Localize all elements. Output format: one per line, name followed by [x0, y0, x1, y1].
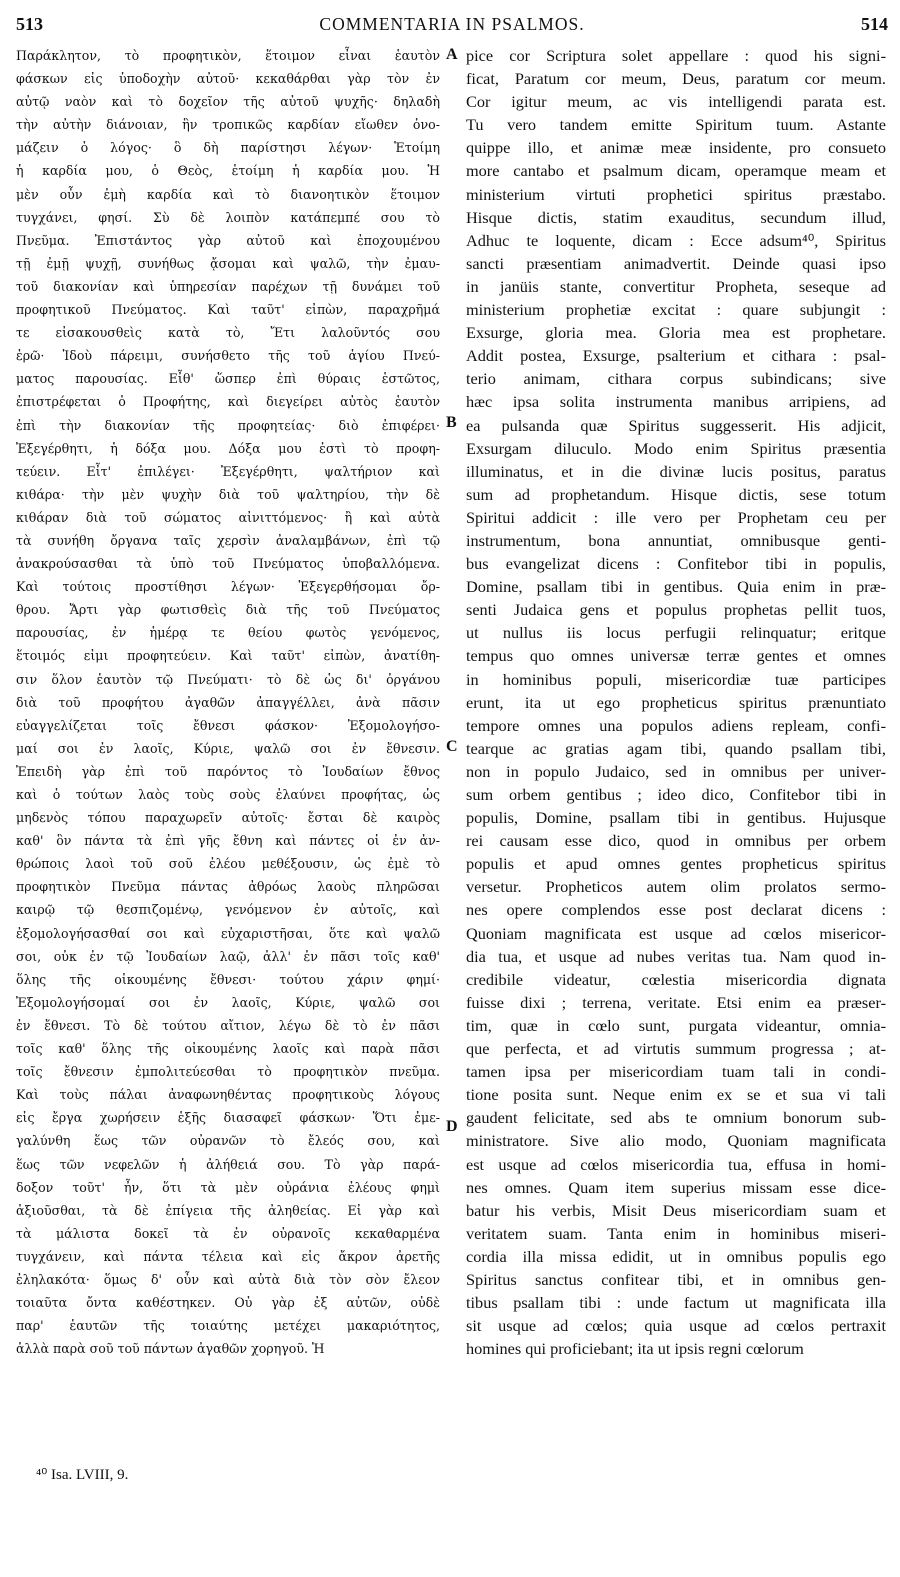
- latin-text-line: ut nullus iis locus perfugii relinquatur; eritque: [466, 623, 886, 643]
- latin-text-line: ministratore. Sive alio modo, Quoniam magnificata: [466, 1131, 886, 1151]
- greek-text-line: καὶ ὁ τούτων λαὸς τοὺς σοὺς ἐλαύνει προφήτας, ὡς: [16, 787, 440, 802]
- greek-text-line: τὴν αὐτὴν διάνοιαν, ἣν τροπικῶς καρδίαν εἴωθεν ὀνο-: [16, 117, 440, 133]
- greek-text-line: ἐπιστρέφεται ὁ Προφήτης, καὶ διεγείρει αὐτὸς ἑαυτὸν: [16, 394, 440, 410]
- latin-text-line: cordia illa missa edidit, ut in omnibus populis ego: [466, 1246, 886, 1266]
- greek-text-line: καιρῷ τῷ θεσπιζομένῳ, γενόμενον ἐν αὐτοῖς, καὶ: [16, 902, 440, 918]
- latin-text-line: Exsurgam diluculo. Modo enim Spiritus præsentia: [466, 438, 886, 458]
- greek-text-column: [16, 44, 440, 1360]
- greek-text-line: ἐληλακότα· ὅμως δ' οὖν καὶ αὐτὰ διὰ τὸν σὸν ἔλεον: [16, 1271, 440, 1287]
- greek-text-line: θρώποις λαοὶ τοῦ σοῦ ἐλέου μεθέξουσιν, ὡς ἐμὲ τὸ: [16, 856, 440, 872]
- latin-text-line: hæc ipsa solita instrumenta manibus arripiens, ad: [466, 392, 886, 412]
- greek-text-line: φάσκων εἰς ὑποδοχὴν αὐτοῦ· κεκαθάρθαι γὰρ τὸν ἐν: [16, 71, 440, 87]
- latin-text-line: non in populo Judaico, sed in omnibus per univer-: [466, 761, 886, 781]
- right-page-number: 514: [861, 14, 888, 34]
- latin-text-line: senti Judaica gens et populus prophetas pellit tuos,: [466, 600, 886, 620]
- greek-text-line: ἕτοιμός εἰμι προφητεύειν. Καὶ ταῦτ' εἰπὼν, ἀνατίθη-: [16, 648, 440, 664]
- latin-text-line: sit usque ad cœlos; quia usque ad cœlos pertraxit: [466, 1316, 886, 1336]
- latin-text-line: gaudent felicitate, sed abs te omnium bonorum sub-: [466, 1108, 886, 1128]
- latin-text-line: homines qui proficiebant; ita ut ipsis regni cœlorum: [466, 1339, 804, 1359]
- greek-text-line: ἀνακρούσασθαι τὰ ὑπὸ τοῦ Πνεύματος ὑποβαλλόμενα.: [16, 556, 440, 572]
- section-marker-b: B: [446, 414, 457, 431]
- greek-text-line: Ἐξομολογήσομαί σοι ἐν λαοῖς, Κύριε, ψαλῶ σοι: [16, 994, 440, 1010]
- greek-text-line: παρ' ἑαυτῶν τῆς τοιαύτης μετέχει μακαριότητος,: [16, 1318, 440, 1334]
- latin-text-line: tim, quæ in cœlo sunt, purgata videantur, omnia-: [466, 1015, 886, 1035]
- latin-text-line: dia tua, et usque ad nubes veritas tua. Nam quod in-: [466, 946, 886, 966]
- latin-text-line: Tu vero tandem emitte Spiritum tuum. Astante: [466, 115, 886, 135]
- greek-text-line: ἀλλὰ παρὰ σοῦ τοῦ πάντων ἀγαθῶν χορηγοῦ. Ἡ: [16, 1341, 325, 1357]
- latin-text-line: sancti præsentiam animadvertit. Deinde quasi ipso: [466, 253, 886, 273]
- greek-text-line: τε εἰσακουσθεὶς κατὰ τὸ, Ἔτι λαλοῦντός σου: [16, 325, 440, 341]
- latin-text-line: tearque ac gratias agam tibi, quando psallam tibi,: [466, 738, 886, 758]
- greek-text-line: δοξον τοῦτ' ἦν, ὅτι τὰ μὲν οὐράνια ἐλέους φημὶ: [16, 1179, 440, 1195]
- greek-text-line: διὰ τοῦ προφήτου ἀγαθῶν ἀπαγγέλλει, ἀνὰ πᾶσιν: [16, 694, 440, 710]
- running-title: COMMENTARIA IN PSALMOS.: [319, 14, 585, 34]
- latin-text-line: ficat, Paratum cor meum, Deus, paratum cor meum.: [466, 69, 886, 89]
- greek-text-line: Καὶ τούτοις προστίθησι λέγων· Ἐξεγερθήσομαι ὄρ-: [16, 579, 440, 595]
- greek-text-line: ὅλης τῆς οἰκουμένης ἔθνεσι· τούτου χάριν φημί·: [16, 971, 440, 987]
- latin-text-line: more cantabo et psalmum dicam, operamque meam et: [466, 161, 886, 181]
- greek-text-line: τοῦ διακονίαν καὶ ὑπηρεσίαν παρέχων τῇ δυνάμει τοῦ: [16, 278, 440, 294]
- greek-text-line: αὐτῷ ναὸν καὶ τὸ δοχεῖον τῆς αὐτοῦ ψυχῆς· δηλαδὴ: [16, 94, 440, 110]
- latin-text-line: Hisque dictis, statim exauditus, secundum illud,: [466, 207, 886, 227]
- latin-text-line: Adhuc te loquente, dicam : Ecce adsum⁴⁰, Spiritus: [466, 230, 886, 250]
- greek-text-line: μάζειν ὁ λόγος· ὃ δὴ παρίστησι λέγων· Ἑτοίμη: [16, 140, 440, 156]
- section-marker-c: C: [446, 738, 458, 755]
- greek-text-line: τεύειν. Εἶτ' ἐπιλέγει· Ἐξεγέρθητι, ψαλτήριον καὶ: [16, 463, 440, 479]
- greek-text-line: ἀξιοῦσθαι, τὰ δὲ ἐπίγεια τῆς ἀληθείας. Εἰ γὰρ καὶ: [16, 1202, 440, 1218]
- greek-text-line: ἐπὶ τὴν διακονίαν τῆς προφητείας· διὸ ἐπιφέρει·: [16, 417, 440, 433]
- greek-text-line: θρου. Ἄρτι γὰρ φωτισθεὶς διὰ τῆς τοῦ Πνεύματος: [16, 602, 440, 618]
- greek-text-line: παρουσίας, ἐν ἡμέρᾳ τε θείου φωτὸς γενόμενος,: [16, 625, 440, 641]
- greek-text-line: καθ' ὃν πάντα τὰ ἐπὶ γῆς ἔθνη καὶ πάντες οἱ ἐν ἀν-: [16, 833, 440, 849]
- greek-text-line: ματος παρουσίας. Εἶθ' ὥσπερ ἐπὶ θύραις ἑστῶτος,: [16, 371, 440, 387]
- greek-text-line: ἡ καρδία μου, ὁ Θεὸς, ἑτοίμη ἡ καρδία μου. Ἡ: [16, 163, 440, 179]
- latin-text-line: in janüis stante, convertitur Propheta, seseque ad: [466, 276, 886, 296]
- latin-text-line: instrumentum, bona annuntiat, omnibusque genti-: [466, 530, 886, 550]
- latin-text-column: [466, 44, 886, 1360]
- latin-text-line: populis, Domine, psallam tibi in gentibus. Hujusque: [466, 808, 886, 828]
- greek-text-line: σιν ὅλον ἑαυτὸν τῷ Πνεύματι· τὸ δὲ ὡς δι' ὀργάνου: [16, 671, 440, 687]
- greek-text-line: ἐν ἔθνεσι. Τὸ δὲ τούτου αἴτιον, λέγω δὲ τὸ ἐν πᾶσι: [16, 1017, 440, 1033]
- latin-text-line: batur his verbis, Misit Deus misericordiam suam et: [466, 1200, 886, 1220]
- section-marker-d: D: [446, 1118, 458, 1135]
- latin-text-line: quippe illo, et animæ meæ insidente, pro consueto: [466, 138, 886, 158]
- greek-text-line: ἐξομολογήσασθαί σοι καὶ εὐχαριστῆσαι, ὅτε καὶ ψαλῶ: [16, 925, 440, 941]
- page-header: [16, 14, 888, 38]
- greek-text-line: ἕως τῶν νεφελῶν ἡ ἀλήθειά σου. Τὸ γὰρ παρά-: [16, 1156, 440, 1172]
- left-page-number: 513: [16, 14, 43, 34]
- latin-text-line: Exsurge, gloria mea. Gloria mea est prophetare.: [466, 323, 886, 343]
- latin-text-line: que perfecta, et ad virtutis summum progressa ; at-: [466, 1039, 886, 1059]
- latin-text-line: tempus quo omnes universæ terræ gentes et omnes: [466, 646, 886, 666]
- latin-text-line: rei causam esse dico, quod in omnibus per orbem: [466, 831, 886, 851]
- latin-text-line: pice cor Scriptura solet appellare : quod his signi-: [466, 46, 886, 65]
- latin-text-line: ministerium prophetiæ excitat : quare subjungit :: [466, 300, 886, 320]
- greek-text-line: τυγχάνειν, καὶ πάντα τέλεια καὶ εἰς ἄκρον ἀρετῆς: [16, 1248, 440, 1264]
- greek-text-line: τὰ μάλιστα δοκεῖ τὰ ἐν οὐρανοῖς κεκαθαρμένα: [16, 1225, 440, 1241]
- latin-text-line: Spiritus sanctus confitear tibi, et in omnibus gen-: [466, 1269, 886, 1289]
- latin-text-line: nes opere complendos esse post declarat dicens :: [466, 900, 886, 920]
- latin-text-line: est usque ad cœlos misericordia tua, effusa in homi-: [466, 1154, 886, 1174]
- latin-text-line: nes omnes. Quam item superius missam esse dice-: [466, 1177, 886, 1197]
- latin-text-line: Addit postea, Exsurge, psalterium et cithara : psal-: [466, 346, 886, 366]
- greek-text-line: μαί σοι ἐν λαοῖς, Κύριε, ψαλῶ σοι ἐν ἔθνεσιν.: [16, 740, 440, 756]
- greek-text-line: Ἐξεγέρθητι, ἡ δόξα μου. Δόξα μου ἐστὶ τὸ προφη-: [16, 440, 440, 456]
- latin-text-line: tempore omnes una populos adiens repleam, confi-: [466, 715, 886, 735]
- latin-text-line: Quoniam magnificata est usque ad cœlos misericor-: [466, 923, 886, 943]
- greek-text-line: εὐαγγελίζεται τοῖς ἔθνεσι φάσκον· Ἐξομολογήσο-: [16, 717, 440, 733]
- latin-text-line: versetur. Propheticos autem olim prolatos sermo-: [466, 877, 886, 897]
- latin-text-line: bus evangelizat dicens : Confitebor tibi in populis,: [466, 554, 886, 574]
- latin-text-line: terio animam, cithara corpus subindicans; sive: [466, 369, 886, 389]
- latin-text-line: illuminatus, et in die divinæ lucis positus, paratus: [466, 461, 886, 481]
- latin-text-line: populis et apud omnes gentes propheticus spiritus: [466, 854, 886, 874]
- greek-text-line: τυγχάνει, φησί. Σὺ δὲ λοιπὸν κατάπεμπέ σου τὸ: [16, 209, 440, 225]
- greek-text-line: τοῖς καθ' ὅλης τῆς οἰκουμένης λαοῖς καὶ παρὰ πᾶσι: [16, 1041, 440, 1057]
- latin-text-line: in hominibus populi, misericordiæ tuæ participes: [466, 669, 886, 689]
- section-marker-a: A: [446, 46, 458, 63]
- greek-text-line: γαλύνθη ἕως τῶν οὐρανῶν τὸ ἔλεός σου, καὶ: [16, 1133, 440, 1149]
- greek-text-line: σοι, οὐκ ἐν τῷ Ἰουδαίων λαῷ, ἀλλ' ἐν πᾶσι τοῖς καθ': [16, 948, 440, 964]
- greek-text-line: προφητικὸν Πνεῦμα πάντας ἀθρόως λαοὺς πληρῶσαι: [16, 879, 440, 895]
- greek-text-line: μὲν οὖν ἐμὴ καρδία καὶ τὸ διανοητικὸν ἕτοιμον: [16, 186, 440, 202]
- latin-text-line: sum orbem gentibus ; ideo dico, Confitebor tibi in: [466, 785, 886, 804]
- latin-text-line: veritatem suam. Tanta enim in hominibus miseri-: [466, 1223, 886, 1243]
- footnote: ⁴⁰ Isa. LVIII, 9.: [36, 1467, 129, 1483]
- latin-text-line: Cor igitur meum, ac vis intelligendi parata est.: [466, 92, 886, 112]
- greek-text-line: Καὶ τοὺς πάλαι ἀναφωνηθέντας προφητικοὺς λόγους: [16, 1087, 440, 1103]
- latin-text-line: ministerium virtuti prophetici spiritus præstabo.: [466, 184, 886, 204]
- greek-text-line: Πνεῦμα. Ἐπιστάντος γὰρ αὐτοῦ καὶ ἐποχουμένου: [16, 232, 440, 248]
- latin-text-line: tione posita sunt. Neque enim ex se et sua vi tali: [466, 1085, 886, 1105]
- latin-text-line: ea pulsanda quæ Spiritus suggesserit. His adjicit,: [466, 415, 886, 435]
- latin-text-line: tibus psallam tibi : unde factum ut magnificata illa: [466, 1293, 886, 1313]
- greek-text-line: ἐρῶ· Ἰδοὺ πάρειμι, συνήσθετο τῆς τοῦ ἁγίου Πνεύ-: [16, 348, 440, 364]
- greek-text-line: Παράκλητον, τὸ προφητικὸν, ἕτοιμον εἶναι ἑαυτὸν: [16, 48, 440, 63]
- greek-text-line: τῇ ἐμῇ ψυχῇ, συνήθως ᾄσομαι καὶ ψαλῶ, τὴν ἐμαυ-: [16, 255, 440, 271]
- greek-text-line: Ἐπειδὴ γὰρ ἐπὶ τοῦ παρόντος τὸ Ἰουδαίων ἔθνος: [16, 763, 440, 779]
- latin-text-line: erunt, ita ut ego propheticus spiritus prænuntiato: [466, 692, 886, 712]
- greek-text-line: μηδενὸς τόπου παραχωρεῖν αὐτοῖς· ἔσται δὲ καιρὸς: [16, 810, 440, 826]
- greek-text-line: κιθάρα· τὴν μὲν ψυχὴν διὰ τοῦ ψαλτηρίου, τὴν δὲ: [16, 486, 440, 502]
- latin-text-line: Domine, psallam tibi in gentibus. Quia enim in præ-: [466, 577, 886, 597]
- latin-text-line: Spiritui addicit : ille vero per Prophetam ceu per: [466, 507, 886, 527]
- greek-text-line: κιθάραν διὰ τοῦ σώματος αἰνιττόμενος· ἢ καὶ αὐτὰ: [16, 509, 440, 525]
- latin-text-line: sum ad prophetandum. Hisque dictis, sese totum: [466, 484, 886, 504]
- latin-text-line: tamen ipsa per misericordiam tuam tali in condi-: [466, 1062, 886, 1082]
- latin-text-line: credibile videatur, cœlestia misericordia dignata: [466, 969, 886, 989]
- greek-text-line: τὰ συνήθη ὄργανα ταῖς χερσὶν ἀναλαμβάνων, ἐπὶ τῷ: [16, 532, 440, 548]
- greek-text-line: προφητικοῦ Πνεύματος. Καὶ ταῦτ' εἰπὼν, παραχρῆμά: [16, 302, 440, 318]
- latin-text-line: fuisse dixi ; terrena, veritate. Etsi enim ea præser-: [466, 992, 886, 1012]
- greek-text-line: τοῖς ἔθνεσιν ἐμπολιτεύεσθαι τὸ προφητικὸν πνεῦμα.: [16, 1064, 440, 1080]
- greek-text-line: τοιαῦτα ὄντα καθέστηκεν. Οὐ γὰρ ἐξ αὐτῶν, οὐδὲ: [16, 1295, 440, 1311]
- greek-text-line: εἰς ἔργα χωρήσειν ἑξῆς διασαφεῖ φάσκων· Ὅτι ἐμε-: [16, 1110, 440, 1126]
